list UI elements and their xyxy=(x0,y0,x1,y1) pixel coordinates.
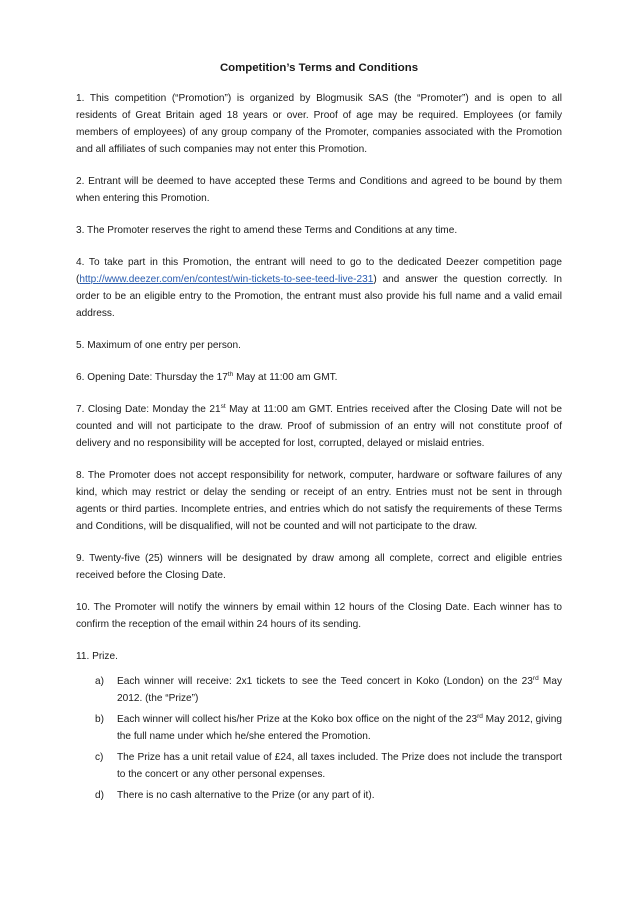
list-marker: b) xyxy=(95,714,104,725)
competition-page-link[interactable]: http://www.deezer.com/en/contest/win-tickets-to-see-teed-live-231 xyxy=(79,274,374,285)
list-marker: a) xyxy=(95,676,104,687)
clause-11 xyxy=(76,648,562,804)
clause-1: 1. This competition (“Promotion”) is organized by Blogmusik SAS (the “Promoter”) and is open to all residents of Great Britain aged 18 years or over. Proof of age may be required. Employees (or family members of employees) of any group company of the Promoter, companies associated with the Promotion and all affiliates of such companies may not enter this Promotion. xyxy=(76,93,562,155)
clause-2: 2. Entrant will be deemed to have accepted these Terms and Conditions and agreed to be bound by them when entering this Promotion. xyxy=(76,176,562,204)
prize-item-a-text-start: Each winner will receive: 2x1 tickets to see the Teed concert in Koko (London) on the 23 xyxy=(117,676,533,687)
clause-7-text-end: May at 11:00 am GMT. Entries received after the Closing Date will not be counted and will not participate to the draw. Proof of submission of an entry will not constitute proof of delivery and no responsibility will be accepted for lost, corrupted, delayed or mislaid entries. xyxy=(76,404,562,449)
clause-3: 3. The Promoter reserves the right to amend these Terms and Conditions at any time. xyxy=(76,225,458,236)
prize-item-b xyxy=(76,711,562,745)
prize-list xyxy=(76,673,562,804)
clause-7-ordinal: st xyxy=(220,403,226,410)
prize-item-c xyxy=(76,749,562,783)
document-page xyxy=(76,62,562,819)
clause-10: 10. The Promoter will notify the winners by email within 12 hours of the Closing Date. Each winner has to confirm the reception of the email within 24 hours of its sending. xyxy=(76,602,562,630)
clause-4 xyxy=(76,254,562,322)
clause-4-text-start: 4. To take part in this Promotion, the entrant will need to go to the dedicated Deezer competition page ( xyxy=(76,257,562,285)
clause-6-text-end: May at 11:00 am GMT. xyxy=(233,372,338,383)
list-marker: c) xyxy=(95,752,104,763)
clause-4-text-end: ) and answer the question correctly. In order to be an eligible entry to the Promotion, the entrant must also provide his full name and a valid email address. xyxy=(76,274,562,319)
prize-item-d-text: There is no cash alternative to the Prize (or any part of it). xyxy=(117,790,375,801)
prize-item-b-text-start: Each winner will collect his/her Prize at the Koko box office on the night of the 23 xyxy=(117,714,478,725)
prize-item-c-text: The Prize has a unit retail value of £24, all taxes included. The Prize does not include the transport to the concert or any other personal expenses. xyxy=(117,752,562,780)
prize-item-b-text-end: May 2012, giving the full name under which he/she entered the Promotion. xyxy=(117,714,562,742)
prize-item-b-ordinal: rd xyxy=(477,713,483,720)
clause-6 xyxy=(76,369,562,386)
list-marker: d) xyxy=(95,790,104,801)
prize-item-a-text-end: May 2012. (the “Prize”) xyxy=(117,676,563,704)
clause-9: 9. Twenty-five (25) winners will be designated by draw among all complete, correct and eligible entries received before the Closing Date. xyxy=(76,553,562,581)
clause-6-text-start: 6. Opening Date: Thursday the 17 xyxy=(76,372,228,383)
clause-11-heading: 11. Prize. xyxy=(76,651,118,662)
clause-8: 8. The Promoter does not accept responsibility for network, computer, hardware or software failures of any kind, which may restrict or delay the sending or receipt of an entry. Entries must not be sent in through agents or third parties. Incomplete entries, and entries which do not satisfy the requirements of these Terms and Conditions, will be disqualified, will not be counted and will not participate to the draw. xyxy=(76,470,562,532)
clause-7-text-start: 7. Closing Date: Monday the 21 xyxy=(76,404,221,415)
clause-7 xyxy=(76,401,562,452)
page-title: Competition’s Terms and Conditions xyxy=(219,62,419,74)
clause-6-ordinal: th xyxy=(227,371,234,378)
clause-5: 5. Maximum of one entry per person. xyxy=(76,340,241,351)
prize-item-d xyxy=(76,787,562,804)
prize-item-a-ordinal: rd xyxy=(532,675,539,682)
prize-item-a xyxy=(76,673,562,707)
